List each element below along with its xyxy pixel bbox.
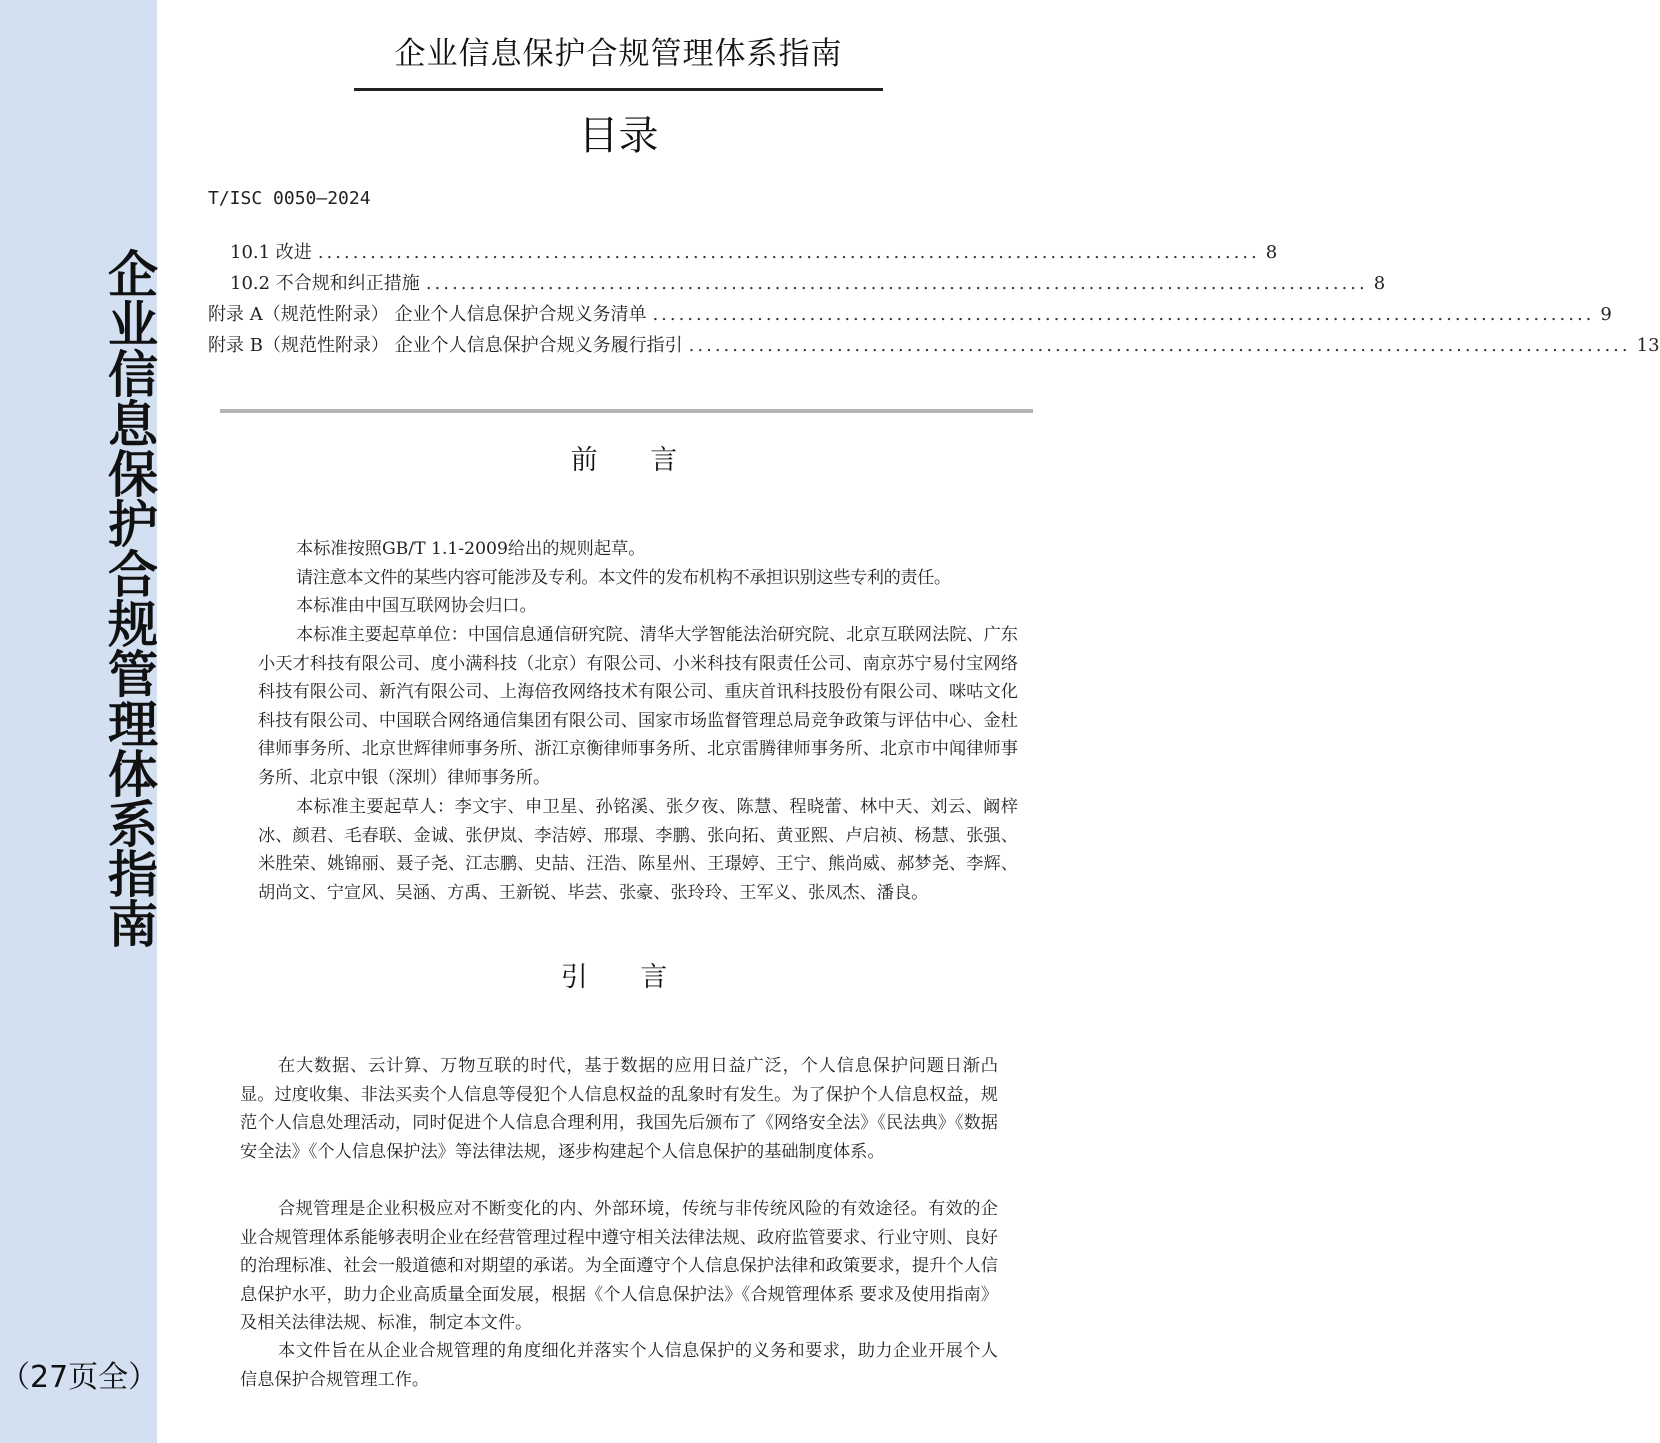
toc-entry-page: 8: [1373, 273, 1386, 294]
toc-leader-dots: ............................................................................................................: [652, 304, 1595, 325]
document-title: 企业信息保护合规管理体系指南: [394, 36, 843, 72]
toc-entry[interactable]: [230, 238, 1278, 264]
toc-heading: 目录: [578, 113, 659, 159]
introduction-paragraph: 在大数据、云计算、万物互联的时代，基于数据的应用日益广泛，个人信息保护问题日渐凸显。过度收集、非法买卖个人信息等侵犯个人信息权益的乱象时有发生。为了保护个人信息权益，规范个人信息处理活动，同时促进个人信息合理利用，我国先后颁布了《网络安全法》《民法典》《数据安全法》《个人信息保护法》等法律法规，逐步构建起个人信息保护的基础制度体系。: [240, 1056, 998, 1162]
toc-entry-page: 8: [1265, 242, 1278, 263]
toc-entry-page: 9: [1600, 304, 1612, 325]
introduction-paragraph: 合规管理是企业积极应对不断变化的内、外部环境，传统与非传统风险的有效途径。有效的企业合规管理体系能够表明企业在经营管理过程中遵守相关法律法规、政府监管要求、行业守则、良好的治理标准、社会一般道德和对期望的承诺。为全面遵守个人信息保护法律和政策要求，提升个人信息保护水平，助力企业高质量全面发展，根据《个人信息保护法》《合规管理体系 要求及使用指南》及相关法律法规、标准，制定本文件。: [240, 1199, 998, 1334]
foreword-paragraph: 本标准主要起草单位：中国信息通信研究院、清华大学智能法治研究院、北京互联网法院、广东小天才科技有限公司、度小满科技（北京）有限公司、小米科技有限责任公司、南京苏宁易付宝网络科技有限公司、新汽有限公司、上海倍孜网络技术有限公司、重庆首讯科技股份有限公司、咪咕文化科技有限公司、中国联合网络通信集团有限公司、国家市场监督管理总局竞争政策与评估中心、金杜律师事务所、北京世辉律师事务所、浙江京衡律师事务所、北京雷腾律师事务所、北京市中闻律师事务所、北京中银（深圳）律师事务所。: [258, 625, 1018, 788]
page-count-label: （27页全）: [0, 1360, 159, 1395]
foreword-paragraph: 本标准主要起草人：李文宇、申卫星、孙铭溪、张夕夜、陈慧、程晓蕾、林中天、刘云、阚梓冰、颜君、毛春联、金诚、张伊岚、李洁婷、邢璟、李鹏、张向拓、黄亚熙、卢启祯、杨慧、张强、米胜荣、姚锦丽、聂子尧、江志鹏、史喆、汪浩、陈星州、王璟婷、王宁、熊尚威、郝梦尧、李辉、胡尚文、宁宣风、吴涵、方禹、王新锐、毕芸、张豪、张玲玲、王军义、张凤杰、潘良。: [258, 797, 1018, 903]
foreword-paragraph: 本标准由中国互联网协会归口。: [296, 596, 537, 616]
toc-entry[interactable]: [208, 331, 1660, 357]
toc-entry-label: 10.1 改进: [230, 242, 312, 263]
introduction-heading: 引 言: [560, 962, 690, 993]
toc-entry[interactable]: [230, 269, 1386, 295]
standard-code: T/ISC 0050—2024: [208, 188, 371, 209]
toc-entry-label: 附录 B（规范性附录） 企业个人信息保护合规义务履行指引: [208, 335, 683, 356]
section-divider: [220, 409, 1033, 413]
title-divider: [354, 88, 883, 91]
toc-entry[interactable]: [208, 300, 1612, 326]
toc-leader-dots: ............................................................................................................: [688, 335, 1631, 356]
foreword-paragraph: 本标准按照GB/T 1.1-2009给出的规则起草。: [296, 539, 646, 559]
toc-entry-page: 13: [1636, 335, 1660, 356]
toc-leader-dots: ............................................................................................................: [317, 242, 1260, 263]
toc-entry-label: 附录 A（规范性附录） 企业个人信息保护合规义务清单: [208, 304, 647, 325]
sidebar-title: 企业信息保护合规管理体系指南: [100, 248, 158, 948]
toc-leader-dots: ............................................................................................................: [425, 273, 1368, 294]
toc-entry-label: 10.2 不合规和纠正措施: [230, 273, 420, 294]
foreword-heading: 前 言: [570, 445, 700, 476]
foreword-paragraph: 请注意本文件的某些内容可能涉及专利。本文件的发布机构不承担识别这些专利的责任。: [296, 568, 951, 588]
sidebar: [0, 0, 157, 1443]
introduction-paragraph: 本文件旨在从企业合规管理的角度细化并落实个人信息保护的义务和要求，助力企业开展个人信息保护合规管理工作。: [240, 1341, 998, 1390]
